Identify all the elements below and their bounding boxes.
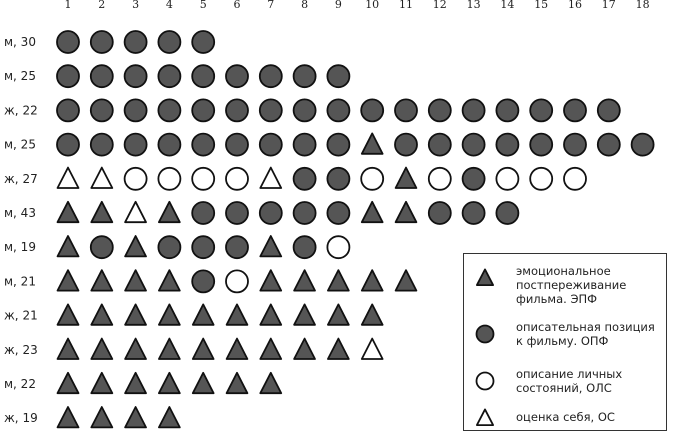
empty-circle-mark [226, 270, 248, 292]
filled-triangle-mark [125, 304, 146, 324]
legend-label-opf [516, 320, 666, 348]
filled-triangle-mark [91, 304, 112, 324]
row-label: ж, 23 [4, 342, 38, 357]
filled-circle-mark [158, 99, 180, 121]
filled-circle-mark [463, 134, 485, 156]
column-number: 13 [466, 0, 481, 11]
filled-triangle-mark [58, 270, 79, 290]
column-number: 7 [267, 0, 275, 11]
legend-item-os [472, 404, 664, 444]
filled-circle-mark [530, 99, 552, 121]
filled-circle-mark [192, 134, 214, 156]
filled-circle-mark [91, 236, 113, 258]
filled-triangle-icon [472, 264, 498, 290]
empty-circle-mark [125, 168, 147, 190]
filled-triangle-mark [260, 373, 281, 393]
filled-circle-mark [429, 99, 451, 121]
empty-circle-shape [477, 373, 494, 390]
filled-circle-mark [192, 65, 214, 87]
filled-triangle-mark [396, 270, 417, 290]
empty-circle-mark [192, 168, 214, 190]
filled-circle-mark [57, 65, 79, 87]
filled-triangle-mark [294, 304, 315, 324]
empty-triangle-mark [125, 202, 146, 222]
filled-circle-mark [226, 65, 248, 87]
empty-circle-mark [496, 168, 518, 190]
filled-circle-mark [125, 134, 147, 156]
legend-text-line: фильма. ЭПФ [516, 292, 598, 306]
empty-triangle-mark [362, 339, 383, 359]
row-label: м, 25 [4, 69, 36, 84]
column-number: 9 [334, 0, 342, 11]
empty-triangle-icon [472, 404, 498, 430]
filled-triangle-mark [328, 270, 349, 290]
filled-circle-mark [395, 134, 417, 156]
filled-circle-mark [294, 134, 316, 156]
legend-text-line: оценка себя, ОС [516, 410, 615, 424]
legend-item-epf [472, 264, 664, 304]
filled-circle-mark [91, 31, 113, 53]
legend-label-os [516, 410, 666, 424]
filled-circle-mark [158, 65, 180, 87]
row-label: ж, 27 [4, 171, 38, 186]
filled-circle-mark [530, 134, 552, 156]
filled-circle-mark [125, 99, 147, 121]
filled-triangle-mark [159, 407, 180, 427]
filled-triangle-mark [58, 339, 79, 359]
filled-circle-mark [463, 202, 485, 224]
filled-triangle-mark [125, 236, 146, 256]
filled-triangle-mark [294, 339, 315, 359]
filled-circle-mark [158, 31, 180, 53]
column-number: 12 [432, 0, 447, 11]
row-label: м, 19 [4, 240, 36, 255]
row-label: м, 22 [4, 377, 36, 391]
filled-circle-mark [192, 31, 214, 53]
filled-circle-mark [496, 99, 518, 121]
column-number: 1 [64, 0, 72, 11]
column-number: 10 [365, 0, 380, 11]
filled-circle-mark [564, 134, 586, 156]
filled-triangle-mark [125, 270, 146, 290]
filled-triangle-mark [193, 339, 214, 359]
column-number: 3 [132, 0, 140, 11]
filled-triangle-mark [91, 202, 112, 222]
filled-circle-mark [192, 236, 214, 258]
filled-circle-mark [429, 202, 451, 224]
legend-text-line: эмоциональное [516, 264, 611, 278]
filled-triangle-mark [159, 304, 180, 324]
column-number: 8 [301, 0, 309, 11]
filled-triangle-mark [91, 407, 112, 427]
column-number: 2 [98, 0, 106, 11]
filled-circle-mark [91, 99, 113, 121]
filled-circle-mark [327, 168, 349, 190]
filled-circle-mark [463, 168, 485, 190]
row-label: м, 21 [4, 274, 36, 289]
filled-circle-mark [294, 168, 316, 190]
column-number: 18 [635, 0, 650, 11]
filled-circle-mark [260, 134, 282, 156]
column-number: 6 [233, 0, 241, 11]
row-label: м, 25 [4, 137, 36, 152]
legend-text-line: состояний, ОЛС [516, 381, 612, 395]
empty-triangle-mark [260, 168, 281, 188]
filled-triangle-mark [328, 339, 349, 359]
filled-triangle-mark [396, 168, 417, 188]
filled-circle-mark [260, 202, 282, 224]
filled-circle-mark [598, 99, 620, 121]
filled-circle-mark [192, 202, 214, 224]
row-label: м, 43 [4, 206, 36, 220]
filled-circle-mark [57, 134, 79, 156]
filled-triangle-mark [159, 270, 180, 290]
filled-circle-mark [395, 99, 417, 121]
legend-item-ols [472, 367, 664, 407]
filled-triangle-mark [193, 304, 214, 324]
filled-circle-mark [158, 134, 180, 156]
empty-circle-mark [158, 168, 180, 190]
filled-triangle-mark [91, 270, 112, 290]
filled-circle-mark [226, 134, 248, 156]
filled-triangle-mark [328, 304, 349, 324]
filled-triangle-mark [91, 373, 112, 393]
filled-triangle-mark [58, 304, 79, 324]
column-number: 5 [199, 0, 207, 11]
filled-triangle-mark [58, 373, 79, 393]
row-label: ж, 19 [4, 411, 38, 426]
empty-circle-mark [429, 168, 451, 190]
filled-triangle-mark [125, 339, 146, 359]
filled-triangle-mark [396, 202, 417, 222]
empty-circle-mark [564, 168, 586, 190]
filled-circle-mark [294, 65, 316, 87]
filled-circle-mark [361, 99, 383, 121]
filled-triangle-mark [58, 202, 79, 222]
filled-triangle-mark [91, 339, 112, 359]
empty-triangle-mark [91, 168, 112, 188]
filled-circle-mark [192, 270, 214, 292]
filled-circle-mark [125, 65, 147, 87]
filled-triangle-mark [159, 339, 180, 359]
empty-triangle-shape [477, 409, 493, 425]
filled-triangle-mark [362, 202, 383, 222]
empty-circle-mark [361, 168, 383, 190]
legend-item-opf [472, 320, 664, 360]
filled-triangle-mark [58, 407, 79, 427]
row-label: ж, 22 [4, 103, 38, 118]
filled-circle-mark [91, 134, 113, 156]
filled-triangle-mark [227, 339, 248, 359]
filled-triangle-mark [159, 202, 180, 222]
filled-triangle-mark [159, 373, 180, 393]
filled-circle-mark [226, 202, 248, 224]
filled-triangle-mark [227, 304, 248, 324]
legend-text-line: к фильму. ОПФ [516, 334, 609, 348]
filled-circle-mark [564, 99, 586, 121]
filled-circle-mark [260, 99, 282, 121]
filled-circle-mark [294, 99, 316, 121]
filled-triangle-mark [260, 236, 281, 256]
filled-triangle-mark [58, 236, 79, 256]
filled-triangle-mark [125, 407, 146, 427]
filled-circle-mark [125, 31, 147, 53]
column-number: 14 [500, 0, 515, 11]
filled-triangle-shape [477, 269, 493, 285]
filled-circle-mark [463, 99, 485, 121]
empty-circle-mark [327, 236, 349, 258]
filled-circle-mark [327, 202, 349, 224]
filled-circle-mark [294, 236, 316, 258]
filled-circle-mark [226, 236, 248, 258]
empty-circle-mark [226, 168, 248, 190]
row-labels [4, 35, 38, 425]
filled-triangle-mark [193, 373, 214, 393]
filled-circle-mark [226, 99, 248, 121]
filled-circle-mark [327, 65, 349, 87]
column-number: 15 [534, 0, 549, 11]
filled-triangle-mark [362, 133, 383, 153]
filled-circle-mark [327, 99, 349, 121]
filled-circle-mark [429, 134, 451, 156]
filled-circle-mark [57, 99, 79, 121]
filled-circle-mark [496, 134, 518, 156]
filled-triangle-mark [294, 270, 315, 290]
column-number: 16 [568, 0, 582, 11]
filled-circle-mark [294, 202, 316, 224]
empty-triangle-mark [58, 168, 79, 188]
column-headers [65, 0, 650, 11]
filled-circle-mark [57, 31, 79, 53]
legend-label-epf [516, 264, 666, 306]
column-number: 17 [601, 0, 616, 11]
filled-triangle-mark [125, 373, 146, 393]
legend [463, 253, 667, 431]
filled-circle-icon [472, 320, 498, 346]
filled-circle-mark [598, 134, 620, 156]
column-number: 11 [399, 0, 413, 11]
filled-circle-mark [327, 134, 349, 156]
filled-circle-mark [91, 65, 113, 87]
legend-text-line: описание личных [516, 367, 623, 381]
filled-triangle-mark [260, 304, 281, 324]
filled-triangle-mark [227, 373, 248, 393]
empty-circle-icon [472, 367, 498, 393]
filled-circle-shape [477, 326, 494, 343]
row-label: м, 30 [4, 35, 36, 49]
empty-circle-mark [530, 168, 552, 190]
filled-circle-mark [496, 202, 518, 224]
filled-triangle-mark [362, 304, 383, 324]
filled-triangle-mark [362, 270, 383, 290]
row-label: ж, 21 [4, 308, 38, 323]
filled-triangle-mark [260, 270, 281, 290]
filled-circle-mark [192, 99, 214, 121]
filled-circle-mark [158, 236, 180, 258]
column-number: 4 [165, 0, 173, 11]
legend-label-ols [516, 367, 666, 395]
filled-triangle-mark [260, 339, 281, 359]
filled-circle-mark [260, 65, 282, 87]
filled-circle-mark [632, 134, 654, 156]
legend-text-line: описательная позиция [516, 320, 655, 334]
legend-text-line: постпереживание [516, 278, 627, 292]
